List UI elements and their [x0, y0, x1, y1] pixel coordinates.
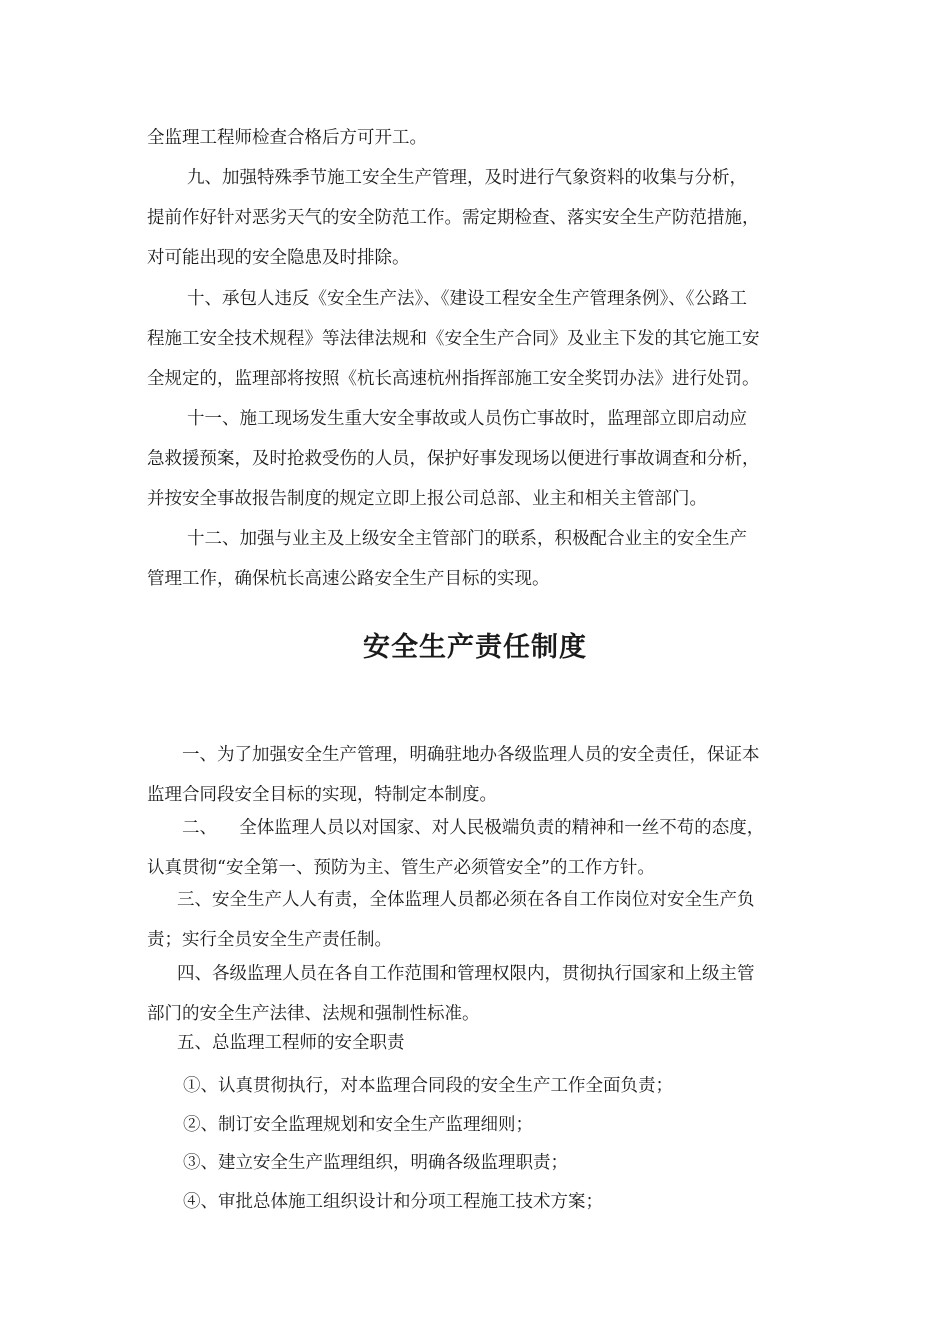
text-line: 十二、加强与业主及上级安全主管部门的联系，积极配合业主的安全生产 — [187, 529, 747, 549]
text-line: 认真贯彻“安全第一、预防为主、管生产必须管安全”的工作方针。 — [147, 858, 655, 878]
list-item: ④、审批总体施工组织设计和分项工程施工技术方案； — [183, 1192, 603, 1212]
text-line: 管理工作，确保杭长高速公路安全生产目标的实现。 — [147, 569, 550, 589]
text-line: 全规定的，监理部将按照《杭长高速杭州指挥部施工安全奖罚办法》进行处罚。 — [147, 369, 760, 389]
text-line: 监理合同段安全目标的实现，特制定本制度。 — [147, 785, 497, 805]
paragraph-rule-4 — [147, 954, 817, 1034]
paragraph-rule-2 — [147, 808, 817, 888]
section-title: 安全生产责任制度 — [363, 632, 587, 663]
paragraph-rule-5 — [147, 1023, 817, 1063]
text-line: 部门的安全生产法律、法规和强制性标准。 — [147, 1004, 480, 1024]
paragraph-item-10 — [147, 279, 817, 399]
paragraph-item-9 — [147, 158, 817, 278]
text-line: 三、安全生产人人有责，全体监理人员都必须在各自工作岗位对安全生产负 — [177, 890, 755, 910]
list-item: ①、认真贯彻执行，对本监理合同段的安全生产工作全面负责； — [183, 1076, 673, 1096]
text-line: 一、为了加强安全生产管理，明确驻地办各级监理人员的安全责任，保证本 — [182, 745, 760, 765]
paragraph-rule-1 — [147, 735, 817, 815]
paragraph-item-11 — [147, 399, 817, 519]
paragraph-item-12 — [147, 519, 817, 599]
text-line: 全监理工程师检查合格后方可开工。 — [147, 128, 427, 148]
text-line: 并按安全事故报告制度的规定立即上报公司总部、业主和相关主管部门。 — [147, 489, 707, 509]
text-line: 十一、施工现场发生重大安全事故或人员伤亡事故时，监理部立即启动应 — [187, 409, 747, 429]
text-line: 对可能出现的安全隐患及时排除。 — [147, 248, 410, 268]
list-item: ③、建立安全生产监理组织，明确各级监理职责； — [183, 1153, 568, 1173]
paragraph-rule-3 — [147, 880, 817, 960]
text-line: 二、 全体监理人员以对国家、对人民极端负责的精神和一丝不苟的态度， — [182, 818, 765, 838]
text-line: 提前作好针对恶劣天气的安全防范工作。需定期检查、落实安全生产防范措施， — [147, 208, 760, 228]
text-line: 程施工安全技术规程》等法律法规和《安全生产合同》及业主下发的其它施工安 — [147, 329, 760, 349]
paragraph-continuation — [147, 118, 817, 158]
text-line: 九、加强特殊季节施工安全生产管理，及时进行气象资料的收集与分析， — [187, 168, 747, 188]
text-line: 四、各级监理人员在各自工作范围和管理权限内，贯彻执行国家和上级主管 — [177, 964, 755, 984]
list-item: ②、制订安全监理规划和安全生产监理细则； — [183, 1115, 533, 1135]
text-line: 责；实行全员安全生产责任制。 — [147, 930, 392, 950]
text-line: 十、承包人违反《安全生产法》、《建设工程安全生产管理条例》、《公路工 — [187, 289, 747, 309]
text-line: 五、总监理工程师的安全职责 — [177, 1033, 405, 1053]
text-line: 急救援预案，及时抢救受伤的人员，保护好事发现场以便进行事故调查和分析， — [147, 449, 760, 469]
